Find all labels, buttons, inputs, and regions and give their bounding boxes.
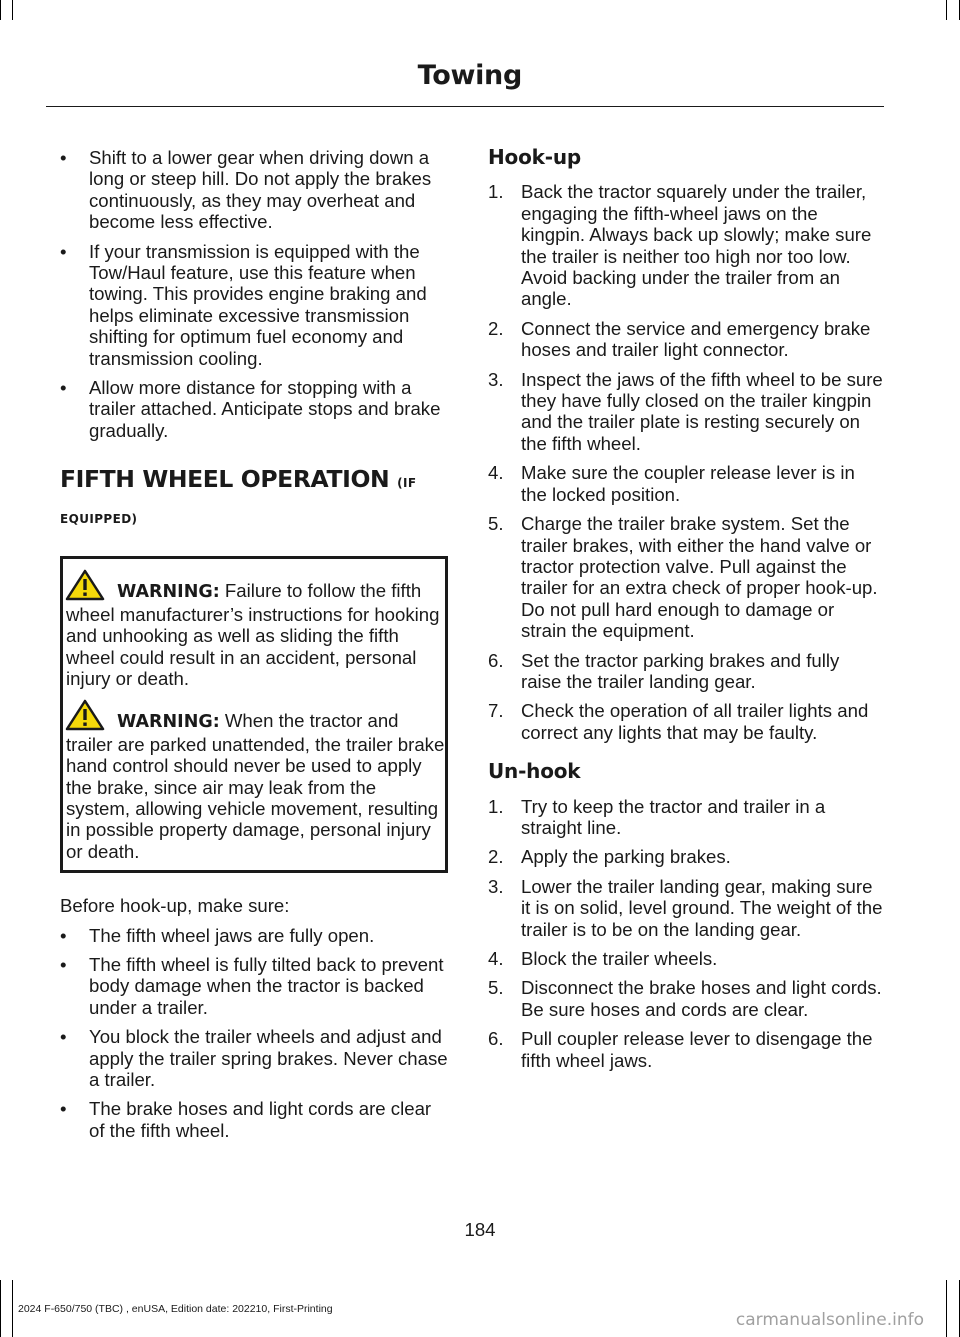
bullet-icon: • — [60, 953, 67, 975]
list-item: 6. Set the tractor parking brakes and fully raise the trailer landing gear. — [488, 649, 840, 692]
list-item: • The fifth wheel jaws are fully open. — [60, 924, 375, 946]
list-item: 7. Check the operation of all trailer lights and correct any lights that may be faulty. — [488, 700, 869, 743]
step-number: 2. — [488, 846, 504, 868]
list-item: 2. Connect the service and emergency brake hoses and trailer light connector. — [488, 317, 871, 361]
list-item: 1. Back the tractor squarely under the trailer, engaging the fifth-wheel jaws on the kingpin. Always back up slowly; make sure the trailer is neither too high nor too low. Avoid backing under the trailer from an angle. — [488, 181, 872, 310]
list-item: 3. Inspect the jaws of the fifth wheel to be sure they have fully closed on the trailer kingpin and the trailer plate is resting securely on the fifth wheel. — [488, 368, 883, 454]
bullet-icon: • — [60, 1026, 67, 1048]
bullet-icon: • — [60, 924, 67, 946]
list-item: 6. Pull coupler release lever to disengage the fifth wheel jaws. — [488, 1028, 873, 1071]
list-item: 4. Make sure the coupler release lever is in the locked position. — [488, 462, 855, 505]
list-item: 1. Try to keep the tractor and trailer in a straight line. — [488, 795, 826, 838]
warning-label: WARNING: — [117, 712, 220, 733]
left-column — [60, 147, 448, 1149]
list-item: 3. Lower the trailer landing gear, making sure it is on solid, level ground. The weight of the trailer is to be on the landing gear. — [488, 875, 883, 940]
crop-mark — [12, 1280, 13, 1337]
bullet-icon: • — [60, 1098, 67, 1120]
driving-tips-list — [60, 147, 448, 441]
list-item: 2. Apply the parking brakes. — [488, 846, 731, 868]
list-item: • If your transmission is equipped with the Tow/Haul feature, use this feature when towing. This provides engine braking and helps eliminate excessive transmission shifting for optimum fuel economy and transmission cooling. — [60, 240, 427, 369]
list-item: • The fifth wheel is fully tilted back to prevent body damage when the tractor is backed under a trailer. — [60, 953, 444, 1018]
hookup-heading: Hook-up — [488, 145, 581, 169]
list-item: 5. Charge the trailer brake system. Set the trailer brakes, with either the hand valve or tractor protection valve. Pull against the trailer for an extra check of proper hook-up. Do not pull hard enough to damage or strain the equipment. — [488, 513, 878, 642]
warning-text: When the tractor and trailer are parked unattended, the trailer brake hand control should never be used to apply the brake, since air may leak from the system, allowing vehicle movement, resulting in possible property damage, personal injury or death. — [66, 710, 445, 862]
unhook-steps — [488, 796, 883, 1071]
heading-qualifier: (IF EQUIPPED) — [60, 476, 417, 527]
step-number: 5. — [488, 513, 504, 535]
list-item: 5. Disconnect the brake hoses and light cords. Be sure hoses and cords are clear. — [488, 977, 882, 1020]
bullet-icon: • — [60, 240, 67, 262]
warning-box — [60, 556, 448, 873]
crop-mark — [0, 1280, 1, 1337]
page-number: 184 — [464, 1219, 496, 1240]
list-item: • You block the trailer wheels and adjust and apply the trailer spring brakes. Never chase a trailer. — [60, 1026, 448, 1090]
bullet-icon: • — [60, 377, 67, 399]
crop-mark — [0, 0, 1, 20]
step-number: 1. — [488, 181, 504, 203]
step-number: 3. — [488, 875, 504, 897]
step-number: 3. — [488, 368, 504, 390]
warning-paragraph — [66, 569, 445, 689]
warning-triangle-icon — [65, 699, 105, 731]
step-number: 7. — [488, 700, 504, 722]
header-rule — [46, 106, 884, 107]
list-item: • Allow more distance for stopping with a trailer attached. Anticipate stops and brake gradually. — [60, 377, 441, 441]
list-item: 4. Block the trailer wheels. — [488, 948, 718, 969]
step-number: 5. — [488, 977, 504, 999]
hookup-checklist — [60, 925, 448, 1142]
crop-mark — [946, 0, 947, 20]
step-number: 6. — [488, 649, 504, 671]
step-number: 4. — [488, 948, 504, 969]
step-number: 1. — [488, 795, 504, 817]
footer-edition: 2024 F-650/750 (TBC) , enUSA, Edition date: 202210, First-Printing — [18, 1303, 333, 1315]
watermark: carmanualsonline.info — [735, 1310, 924, 1330]
step-number: 2. — [488, 317, 504, 339]
warning-text: Failure to follow the fifth wheel manufacturer’s instructions for hooking and unhooking as well as sliding the fifth wheel could result in an accident, personal injury or death. — [66, 580, 440, 689]
step-number: 4. — [488, 462, 504, 484]
unhook-heading: Un-hook — [488, 759, 581, 784]
right-column — [488, 147, 883, 1079]
list-item: • The brake hoses and light cords are clear of the fifth wheel. — [60, 1098, 432, 1141]
warning-triangle-icon — [65, 569, 105, 601]
section-title: Towing — [417, 60, 522, 91]
warning-label: WARNING: — [117, 582, 220, 603]
warning-paragraph — [66, 699, 445, 862]
step-number: 6. — [488, 1028, 504, 1050]
hookup-steps — [488, 181, 883, 743]
bullet-icon: • — [60, 147, 67, 168]
crop-mark — [12, 0, 13, 20]
list-item: • Shift to a lower gear when driving down a long or steep hill. Do not apply the brakes continuously, as they may overheat and become less effective. — [60, 147, 432, 233]
fifth-wheel-heading: FIFTH WHEEL OPERATION (IF EQUIPPED) — [60, 465, 417, 527]
crop-mark — [946, 1280, 947, 1337]
hookup-intro: Before hook-up, make sure: — [60, 895, 290, 917]
